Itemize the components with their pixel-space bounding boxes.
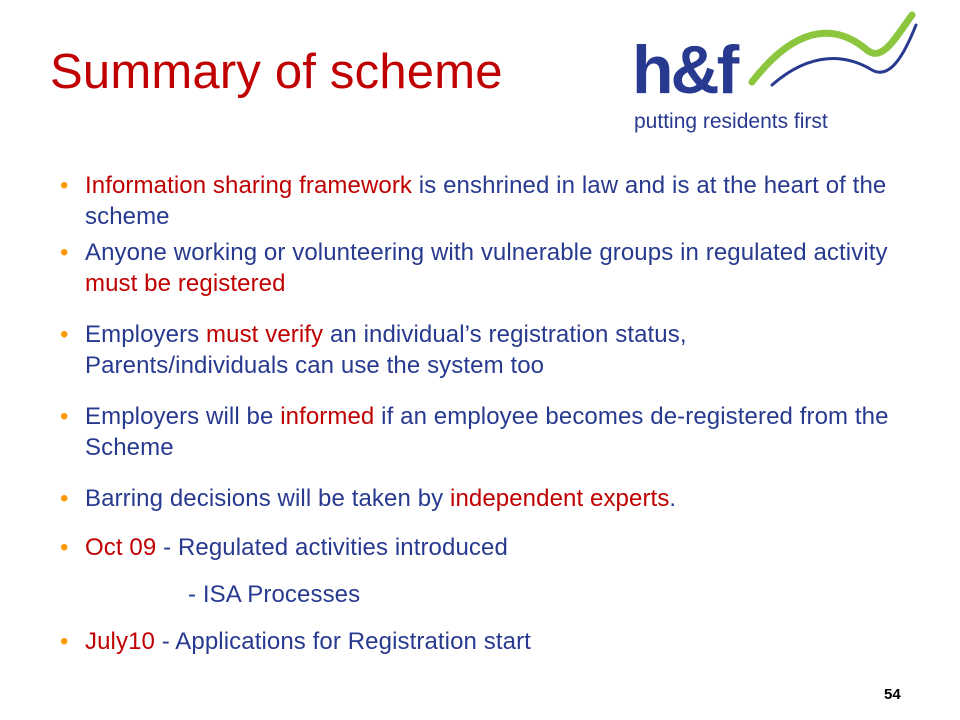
bullet-text: Anyone working or volunteering with vulnerable groups in regulated activity: [85, 239, 888, 266]
bullet-text: - Regulated activities introduced: [156, 534, 508, 561]
page-number: 54: [884, 686, 901, 703]
slide-title: Summary of scheme: [50, 45, 503, 99]
bullet-dot-icon: •: [60, 239, 69, 266]
bullet-dot-icon: •: [60, 534, 69, 561]
bullet-text: Employers will be: [85, 403, 281, 430]
bullet-item: [60, 401, 890, 463]
bullet-dot-icon: •: [60, 172, 69, 199]
bullet-text: an individual’s registration status, Parents/individuals can use the system too: [85, 321, 687, 379]
bullet-emphasis: independent experts: [450, 485, 670, 512]
bullet-item: [60, 626, 890, 657]
bullet-emphasis: Information sharing framework: [85, 172, 413, 199]
bullet-item: [60, 532, 890, 563]
bullet-dot-icon: •: [60, 628, 69, 655]
bullet-text: Employers: [85, 321, 207, 348]
bullet-text: if an employee becomes de-registered from the Scheme: [85, 403, 889, 461]
bullet-emphasis: must be registered: [85, 270, 286, 297]
bullet-text: - Applications for Registration start: [154, 628, 531, 655]
bullet-text: Barring decisions will be taken by: [85, 485, 451, 512]
bullet-text: - ISA Processes: [188, 581, 361, 608]
logo-mark: h&f: [632, 32, 737, 108]
bullet-subitem: [60, 579, 890, 610]
bullet-item: [60, 170, 890, 232]
bullet-text: is enshrined in law and is at the heart of the scheme: [85, 172, 887, 230]
bullet-emphasis: Oct 09: [85, 534, 157, 561]
bullet-list: [60, 170, 890, 657]
bullet-item: [60, 237, 890, 299]
bullet-item: [60, 319, 890, 381]
bullet-dot-icon: •: [60, 321, 69, 348]
bullet-emphasis: must verify: [206, 321, 324, 348]
bullet-item: [60, 483, 890, 514]
bullet-dot-icon: •: [60, 485, 69, 512]
bullet-dot-icon: •: [60, 403, 69, 430]
bullet-text: .: [669, 485, 677, 512]
logo-tagline: putting residents first: [634, 110, 828, 133]
bullet-emphasis: informed: [280, 403, 375, 430]
hf-logo: [632, 10, 922, 140]
bullet-emphasis: July10: [85, 628, 155, 655]
